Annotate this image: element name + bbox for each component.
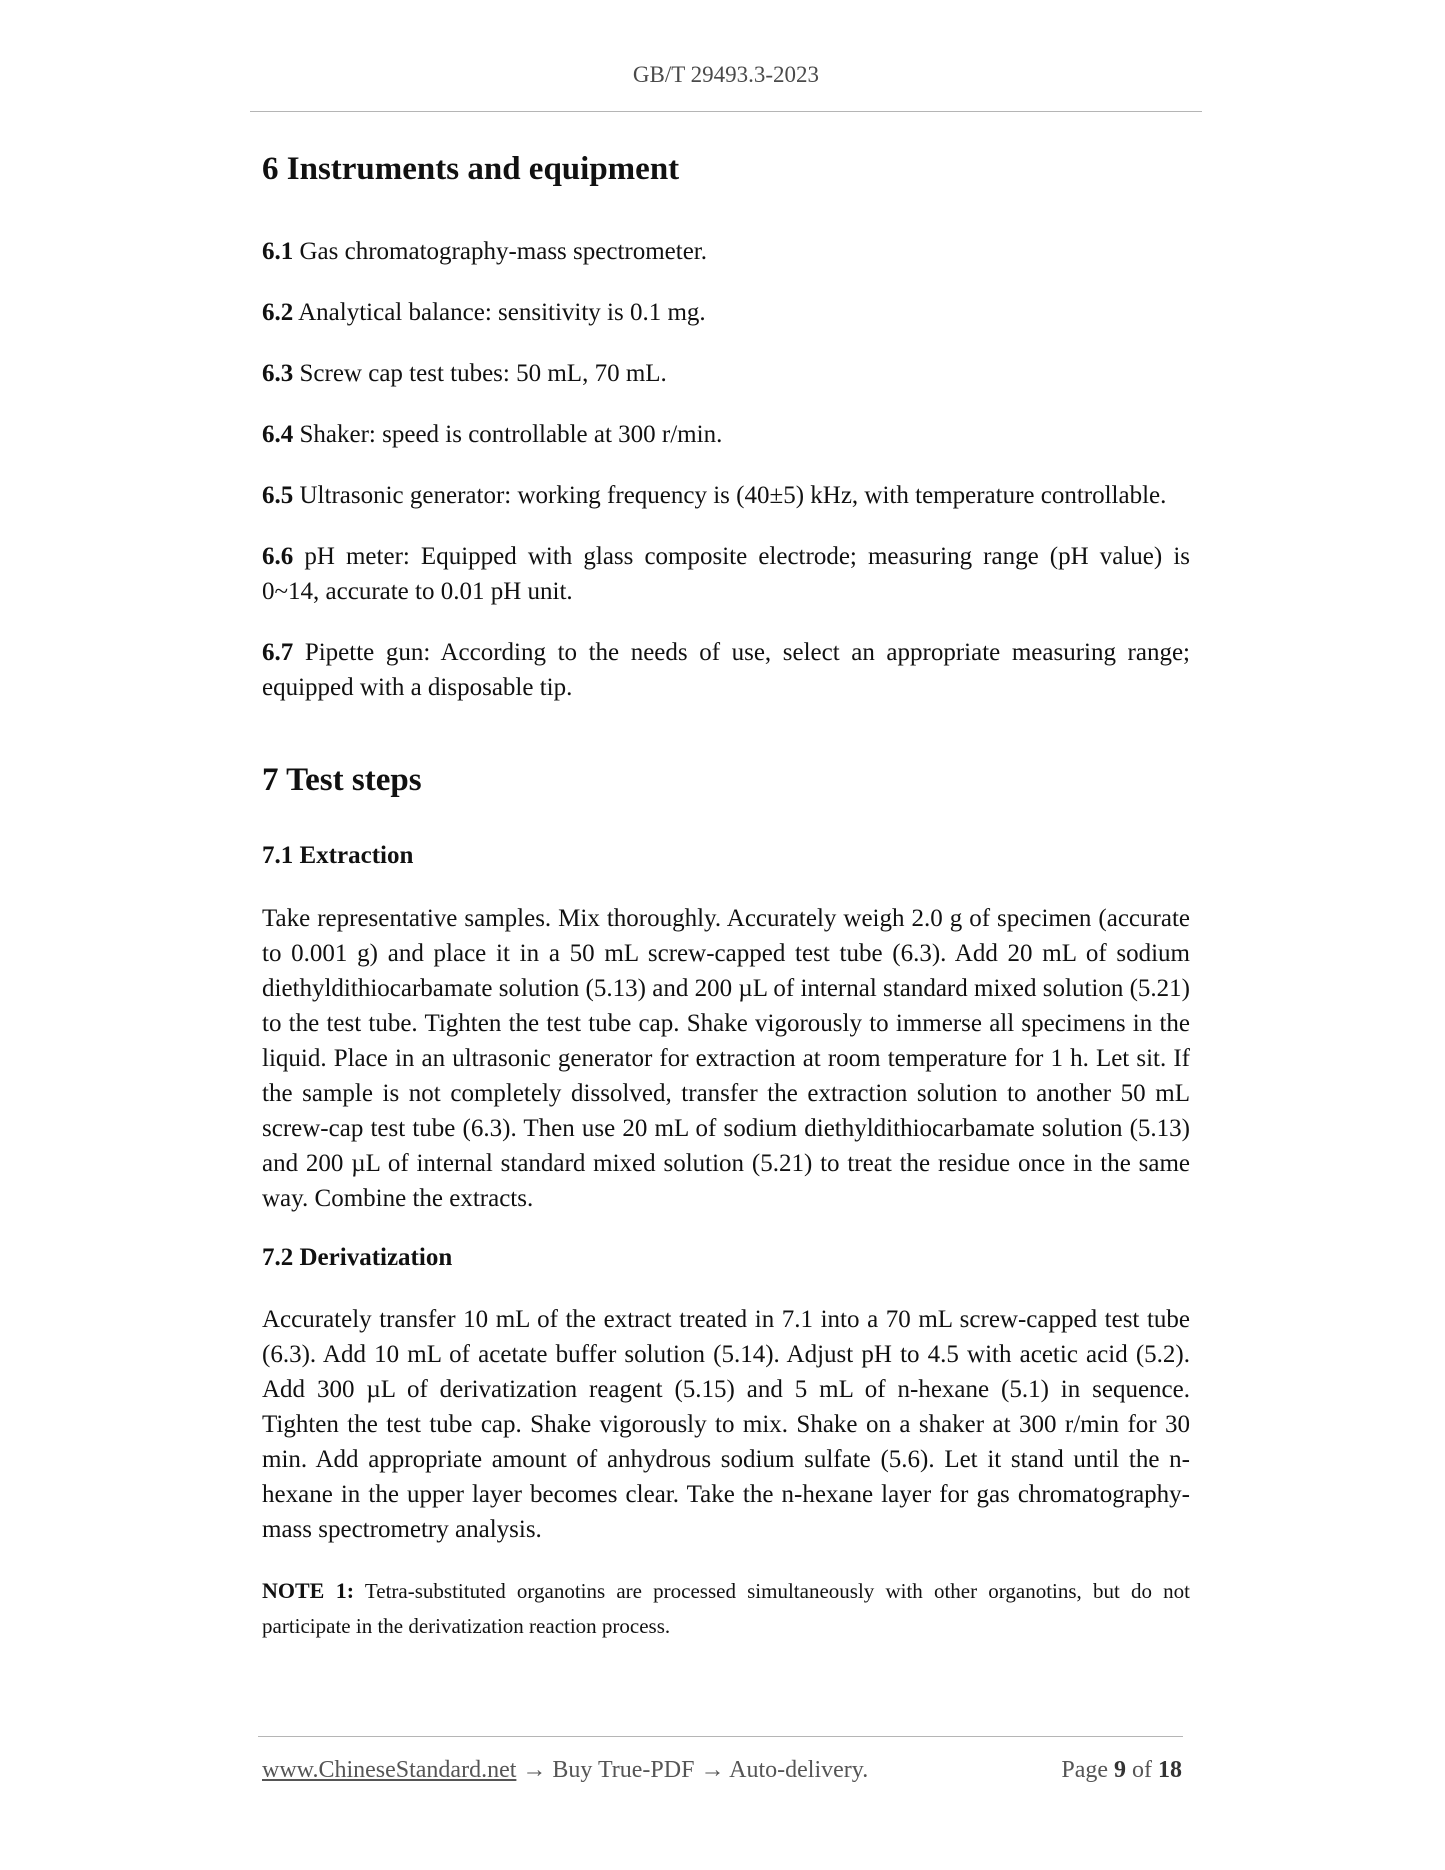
subsection-7-2-heading: 7.2 Derivatization <box>262 1243 453 1271</box>
item-number: 6.4 <box>262 420 294 448</box>
site-link[interactable]: www.ChineseStandard.net <box>262 1757 517 1783</box>
buy-text: Buy True-PDF <box>552 1757 695 1783</box>
item-number: 6.3 <box>262 359 294 387</box>
arrow-icon: → <box>694 1757 730 1783</box>
item-number: 6.5 <box>262 481 294 509</box>
page-content <box>262 150 1190 1644</box>
subsection-7-1-heading: 7.1 Extraction <box>262 842 414 870</box>
item-6-4 <box>262 417 1190 452</box>
header-divider <box>250 111 1202 112</box>
page-indicator <box>1061 1757 1182 1784</box>
item-text: Analytical balance: sensitivity is 0.1 mg. <box>293 298 706 326</box>
page-label: Page <box>1061 1757 1114 1783</box>
delivery-text: Auto-delivery. <box>729 1757 869 1783</box>
footer-links <box>262 1757 868 1784</box>
item-number: 6.6 <box>262 542 294 570</box>
item-6-3 <box>262 356 1190 391</box>
footer-divider <box>258 1736 1183 1737</box>
item-number: 6.1 <box>262 237 294 265</box>
arrow-icon: → <box>516 1757 553 1783</box>
section-6-heading: 6 Instruments and equipment <box>262 151 680 187</box>
item-6-2 <box>262 295 1190 330</box>
note-1 <box>262 1573 1190 1644</box>
page-header: GB/T 29493.3-2023 <box>632 62 820 87</box>
page-number: 9 <box>1114 1757 1126 1783</box>
item-6-1 <box>262 234 1190 269</box>
item-6-5 <box>262 478 1190 513</box>
item-6-6 <box>262 539 1190 609</box>
item-text: Ultrasonic generator: working frequency is (40±5) kHz, with temperature controllable. <box>293 481 1167 509</box>
item-number: 6.2 <box>262 298 294 326</box>
item-text: Screw cap test tubes: 50 mL, 70 mL. <box>293 359 667 387</box>
of-label: of <box>1126 1757 1158 1783</box>
extraction-paragraph: Take representative samples. Mix thoroughly. Accurately weigh 2.0 g of specimen (accurate to 0.001 g) and place it in a 50 mL screw-capped test tube (6.3). Add 20 mL of sodium diethyldithiocarbamate solution (5.13) and 200 µL of internal standard mixed solution (5.21) to the test tube. Tighten the test tube cap. Shake vigorously to immerse all specimens in the liquid. Place in an ultrasonic generator for extraction at room temperature for 1 h. Let sit. If the sample is not completely dissolved, transfer the extraction solution to another 50 mL screw-cap test tube (6.3). Then use 20 mL of sodium diethyldithiocarbamate solution (5.13) and 200 µL of internal standard mixed solution (5.21) to treat the residue once in the same way. Combine the extracts. <box>262 904 1190 1212</box>
item-number: 6.7 <box>262 638 294 666</box>
item-text: Pipette gun: According to the needs of use, select an appropriate measuring range; equipped with a disposable tip. <box>262 638 1190 701</box>
derivatization-paragraph: Accurately transfer 10 mL of the extract treated in 7.1 into a 70 mL screw-capped test tube (6.3). Add 10 mL of acetate buffer solution (5.14). Adjust pH to 4.5 with acetic acid (5.2). Add 300 µL of derivatization reagent (5.15) and 5 mL of n-hexane (5.1) in sequence. Tighten the test tube cap. Shake vigorously to mix. Shake on a shaker at 300 r/min for 30 min. Add appropriate amount of anhydrous sodium sulfate (5.6). Let it stand until the n-hexane in the upper layer becomes clear. Take the n-hexane layer for gas chromatography-mass spectrometry analysis. <box>262 1306 1190 1544</box>
note-text: Tetra-substituted organotins are processed simultaneously with other organotins, but do not participate in the derivatization reaction process. <box>262 1579 1190 1639</box>
page-total: 18 <box>1158 1757 1182 1783</box>
item-text: Shaker: speed is controllable at 300 r/min. <box>293 420 723 448</box>
section-7-heading: 7 Test steps <box>262 761 422 798</box>
note-label: NOTE 1: <box>262 1578 355 1604</box>
item-6-7 <box>262 635 1190 705</box>
item-text: pH meter: Equipped with glass composite electrode; measuring range (pH value) is 0~14, accurate to 0.01 pH unit. <box>262 542 1190 605</box>
item-text: Gas chromatography-mass spectrometer. <box>293 237 708 265</box>
